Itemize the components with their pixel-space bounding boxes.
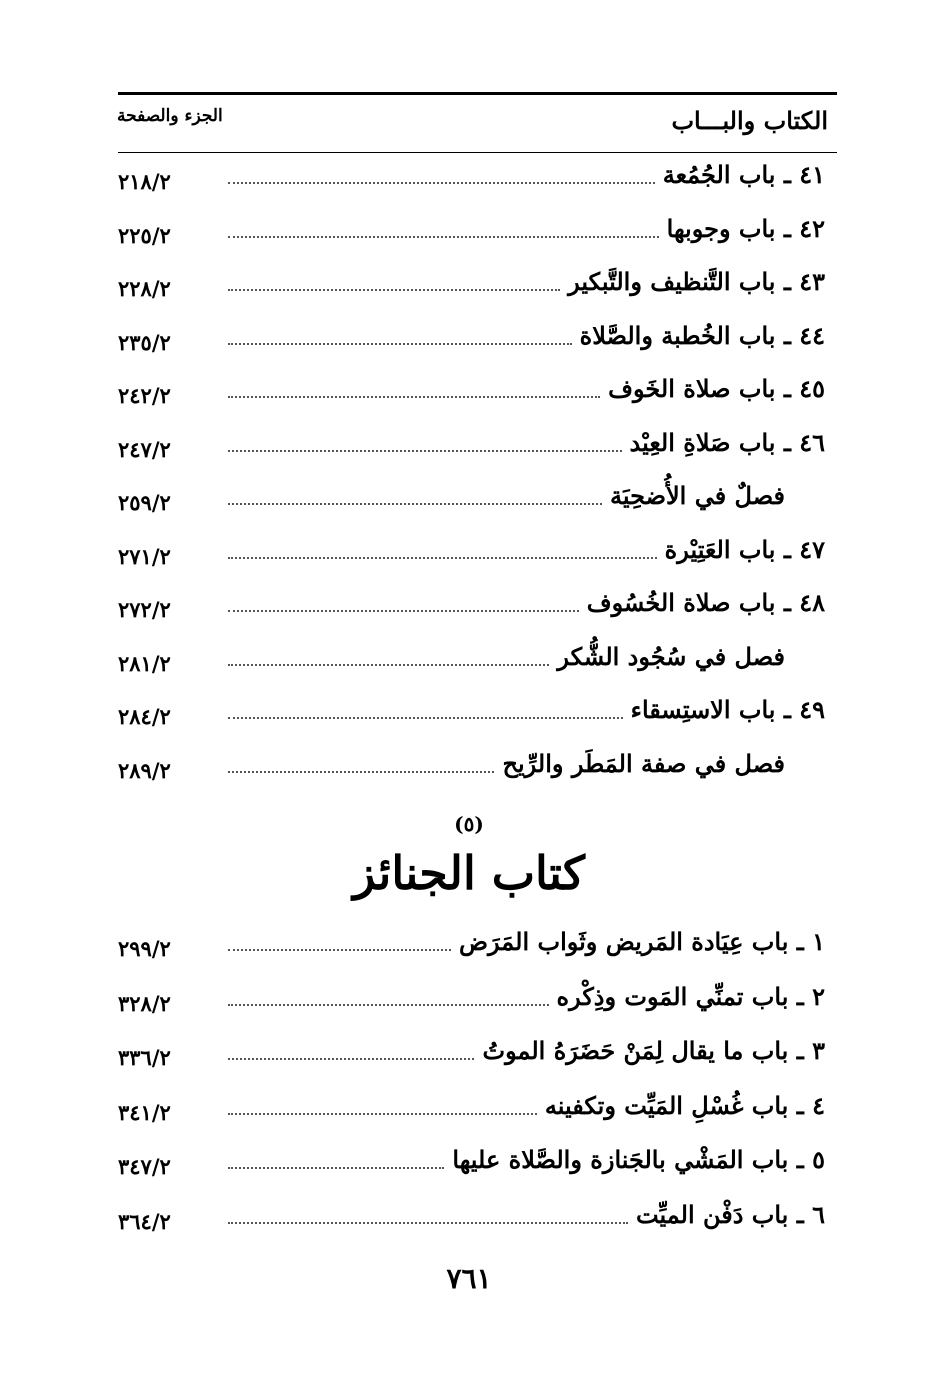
toc-row (118, 364, 825, 408)
toc-row (118, 739, 825, 783)
dot-leader (228, 182, 655, 184)
toc-entry-page: ٢٥٩/٢ (118, 490, 171, 515)
dot-leader (228, 771, 494, 773)
dot-leader (228, 664, 549, 666)
dot-leader (228, 1058, 474, 1060)
dot-leader (228, 717, 623, 719)
toc-entry-page: ٢٨٩/٢ (118, 757, 171, 783)
top-rule (118, 92, 837, 95)
toc-entry-title: ٤٧ ـ باب العَتِيْرة (664, 534, 825, 564)
toc-row (118, 1190, 825, 1234)
toc-entry-title: ٤٢ ـ باب وجوبها (666, 213, 825, 243)
dot-leader (228, 1004, 549, 1006)
toc-entry-title: ٤٩ ـ باب الاستِسقاء (630, 695, 825, 724)
toc-row (118, 471, 825, 515)
toc-row (118, 632, 825, 676)
toc-row (118, 525, 825, 569)
page-number: ٧٦١ (446, 1262, 492, 1295)
toc-entry-page: ٢١٨/٢ (118, 169, 171, 194)
toc-entry-title: ٤٥ ـ باب صلاة الخَوف (608, 374, 825, 403)
toc-entry-page: ٢٢٨/٢ (118, 276, 171, 301)
toc-entry-title: ٤٤ ـ باب الخُطبة والصَّلاة (579, 320, 825, 350)
dot-leader (228, 1167, 444, 1169)
toc-row (118, 311, 825, 355)
toc-entry-page: ٢٧٢/٢ (118, 597, 171, 622)
toc-row (118, 1026, 825, 1070)
dot-leader (228, 1222, 628, 1224)
toc-entry-page: ٢٩٩/٢ (118, 936, 171, 961)
dot-leader (228, 1113, 537, 1115)
toc-entry-title: فصل في صفة المَطَر والرِّيح (502, 748, 785, 778)
toc-entry-title: ٥ ـ باب المَشْي بالجَنازة والصَّلاة عليها (452, 1145, 825, 1174)
toc-row (118, 972, 825, 1016)
toc-entry-title: ٢ ـ باب تمنِّي المَوت وذِكْره (556, 981, 825, 1011)
toc-entry-title: ١ ـ باب عِيَادة المَريض وثَواب المَرَض (459, 927, 825, 956)
toc-entry-page: ٢٤٧/٢ (118, 436, 171, 462)
toc-entry-title: ٤ ـ باب غُسْلِ المَيِّت وتكفينه (544, 1090, 825, 1120)
toc-entry-page: ٣٣٦/٢ (118, 1045, 171, 1070)
toc-entry-page: ٢٣٥/٢ (118, 329, 171, 355)
toc-entry-page: ٣٦٤/٢ (118, 1208, 171, 1234)
section-number: (٥) (454, 812, 484, 836)
toc-row (118, 578, 825, 622)
toc-row (118, 150, 825, 194)
toc-entry-page: ٢٨٤/٢ (118, 704, 171, 729)
toc-entry-page: ٢٢٥/٢ (118, 222, 171, 248)
dot-leader (228, 396, 600, 398)
dot-leader (228, 557, 657, 559)
toc-entry-title: ٤٣ ـ باب التَّنظيف والتَّبكير (568, 267, 825, 296)
toc-entry-title: ٤١ ـ باب الجُمُعة (662, 160, 825, 189)
toc-entry-page: ٢٤٢/٢ (118, 383, 171, 408)
toc-entry-title: ٤٨ ـ باب صلاة الخُسُوف (586, 588, 825, 617)
dot-leader (228, 343, 572, 345)
toc-entry-title: ٦ ـ باب دَفْن الميِّت (635, 1199, 825, 1229)
toc-entry-title: ٤٦ ـ باب صَلاةِ العِيْد (629, 427, 825, 457)
dot-leader (228, 289, 560, 291)
dot-leader (228, 503, 602, 505)
toc-row (118, 685, 825, 729)
toc-row (118, 917, 825, 961)
dot-leader (228, 610, 579, 612)
toc-entry-page: ٣٢٨/٢ (118, 990, 171, 1016)
header-chapter-label: الكتاب والبـــاب (671, 106, 828, 135)
dot-leader (228, 236, 659, 238)
toc-row (118, 1135, 825, 1179)
toc-entry-page: ٣٤٧/٢ (118, 1154, 171, 1179)
toc-entry-page: ٣٤١/٢ (118, 1099, 171, 1125)
toc-row (118, 1081, 825, 1125)
dot-leader (228, 450, 622, 452)
toc-row (118, 204, 825, 248)
toc-entry-page: ٢٧١/٢ (118, 543, 171, 569)
toc-entry-page: ٢٨١/٢ (118, 650, 171, 676)
header-page-label: الجزء والصفحة (117, 106, 223, 126)
dot-leader (228, 949, 451, 951)
section-title: كتاب الجنائز (353, 846, 585, 900)
toc-entry-title: فصلٌ في الأُضحِيَة (610, 481, 785, 510)
toc-entry-title: فصل في سُجُود الشُّكر (557, 641, 785, 671)
toc-row (118, 257, 825, 301)
toc-entry-title: ٣ ـ باب ما يقال لِمَنْ حَضَرَهُ الموتُ (482, 1036, 825, 1065)
toc-row (118, 418, 825, 462)
